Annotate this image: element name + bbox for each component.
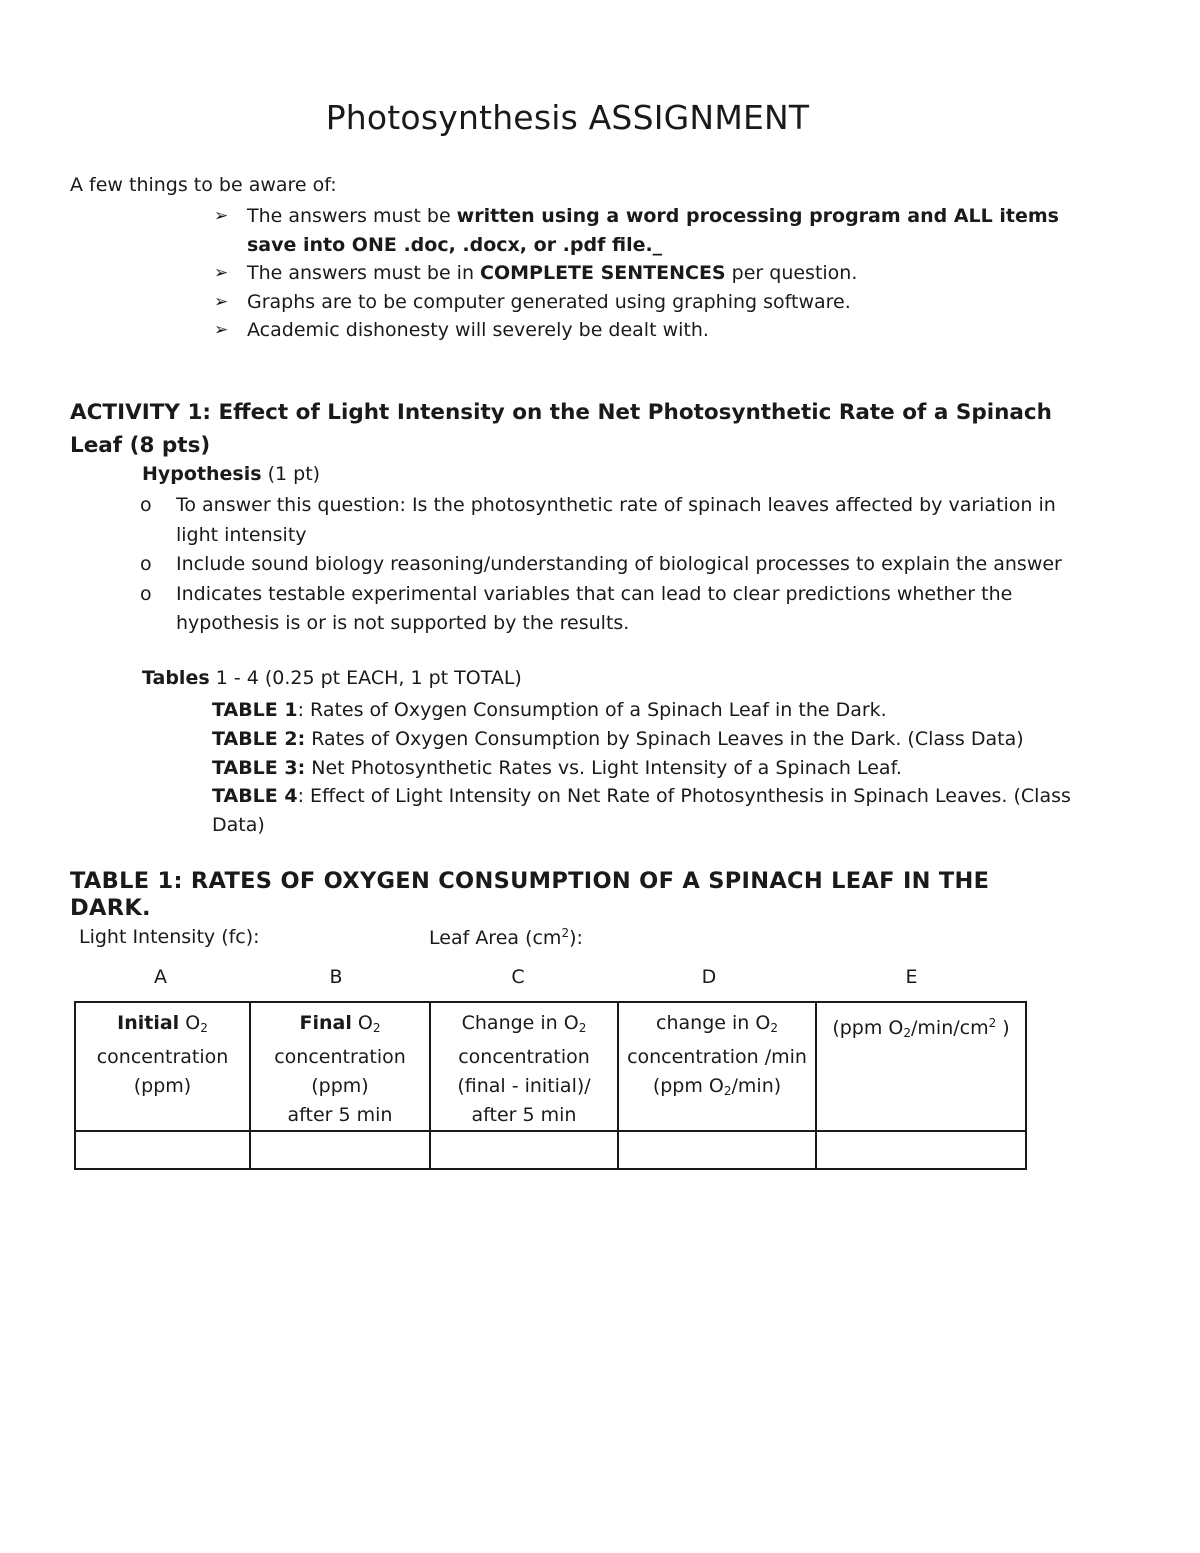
- list-item: o Include sound biology reasoning/understanding of biological processes to explain the answer: [140, 550, 1080, 580]
- hypothesis-list: [140, 491, 1080, 639]
- table-cell[interactable]: [75, 1131, 250, 1169]
- table-cell[interactable]: [250, 1131, 430, 1169]
- list-item: o Indicates testable experimental variables that can lead to clear predictions whether the hypothesis is or is not supported by the results.: [140, 580, 1080, 639]
- activity-heading: ACTIVITY 1: Effect of Light Intensity on the Net Photosynthetic Rate of a Spinach Leaf (8 pts): [70, 400, 1052, 458]
- rule-item: ➢ The answers must be written using a word processing program and ALL items save into ONE .doc, .docx, or .pdf file._: [214, 202, 1094, 259]
- rules-list: [214, 202, 1094, 345]
- circle-bullet-icon: o: [140, 553, 152, 575]
- header-cell-initial: Initial $O_2$ concentration (ppm): [75, 1002, 250, 1131]
- rule-item: ➢ The answers must be in COMPLETE SENTENCES per question.: [214, 259, 1094, 288]
- arrow-bullet-icon: ➢: [214, 263, 229, 283]
- header-cell-change-per-min: change in $O_2$ concentration /min (ppm $O_2/\min$): [618, 1002, 816, 1131]
- arrow-bullet-icon: ➢: [214, 291, 229, 312]
- table-cell[interactable]: [816, 1131, 1026, 1169]
- column-letter: D: [701, 966, 717, 988]
- intro-text: A few things to be aware of:: [70, 174, 337, 196]
- table-cell[interactable]: [430, 1131, 618, 1169]
- tables-list: [212, 696, 1072, 840]
- light-intensity-label: Light Intensity (fc):: [79, 926, 260, 948]
- page-title: Photosynthesis ASSIGNMENT: [325, 98, 810, 137]
- circle-bullet-icon: o: [140, 494, 152, 516]
- list-item: TABLE 3: Net Photosynthetic Rates vs. Light Intensity of a Spinach Leaf.: [212, 756, 902, 779]
- list-item: TABLE 1: Rates of Oxygen Consumption of a Spinach Leaf in the Dark.: [212, 699, 887, 721]
- header-cell-change: Change in $O_2$ concentration (final - initial)/ after 5 min: [430, 1002, 618, 1131]
- header-cell-rate-per-area: (ppm $O_2/\min/cm^2$ ): [816, 1002, 1026, 1131]
- list-item: o To answer this question: Is the photosynthetic rate of spinach leaves affected by variation in light intensity: [140, 491, 1080, 550]
- rule-item: ➢ Graphs are to be computer generated using graphing software.: [214, 288, 1094, 317]
- table1: [74, 1001, 1027, 1170]
- circle-bullet-icon: o: [140, 582, 152, 605]
- table-cell[interactable]: [618, 1131, 816, 1169]
- table-row: [75, 1131, 1026, 1169]
- arrow-bullet-icon: ➢: [214, 320, 229, 340]
- column-letter: C: [511, 966, 525, 988]
- column-letter: A: [154, 966, 167, 988]
- leaf-area-label: Leaf Area $(cm^2)$:: [429, 926, 583, 949]
- table1-heading: TABLE 1: RATES OF OXYGEN CONSUMPTION OF A SPINACH LEAF IN THE DARK.: [70, 868, 990, 921]
- rule-item: ➢ Academic dishonesty will severely be dealt with.: [214, 316, 1094, 345]
- arrow-bullet-icon: ➢: [214, 206, 229, 226]
- hypothesis-label: Hypothesis (1 pt): [142, 463, 321, 485]
- table-header-row: [75, 1002, 1026, 1131]
- list-item: TABLE 2: Rates of Oxygen Consumption by Spinach Leaves in the Dark. (Class Data): [212, 727, 1024, 750]
- tables-label: Tables 1 - 4 (0.25 pt EACH, 1 pt TOTAL): [142, 667, 522, 689]
- column-letter: E: [905, 966, 918, 988]
- header-cell-final: Final $O_2$ concentration (ppm) after 5 min: [250, 1002, 430, 1131]
- column-letter: B: [329, 966, 343, 988]
- list-item: TABLE 4: Effect of Light Intensity on Net Rate of Photosynthesis in Spinach Leaves. (Class Data): [212, 785, 1071, 837]
